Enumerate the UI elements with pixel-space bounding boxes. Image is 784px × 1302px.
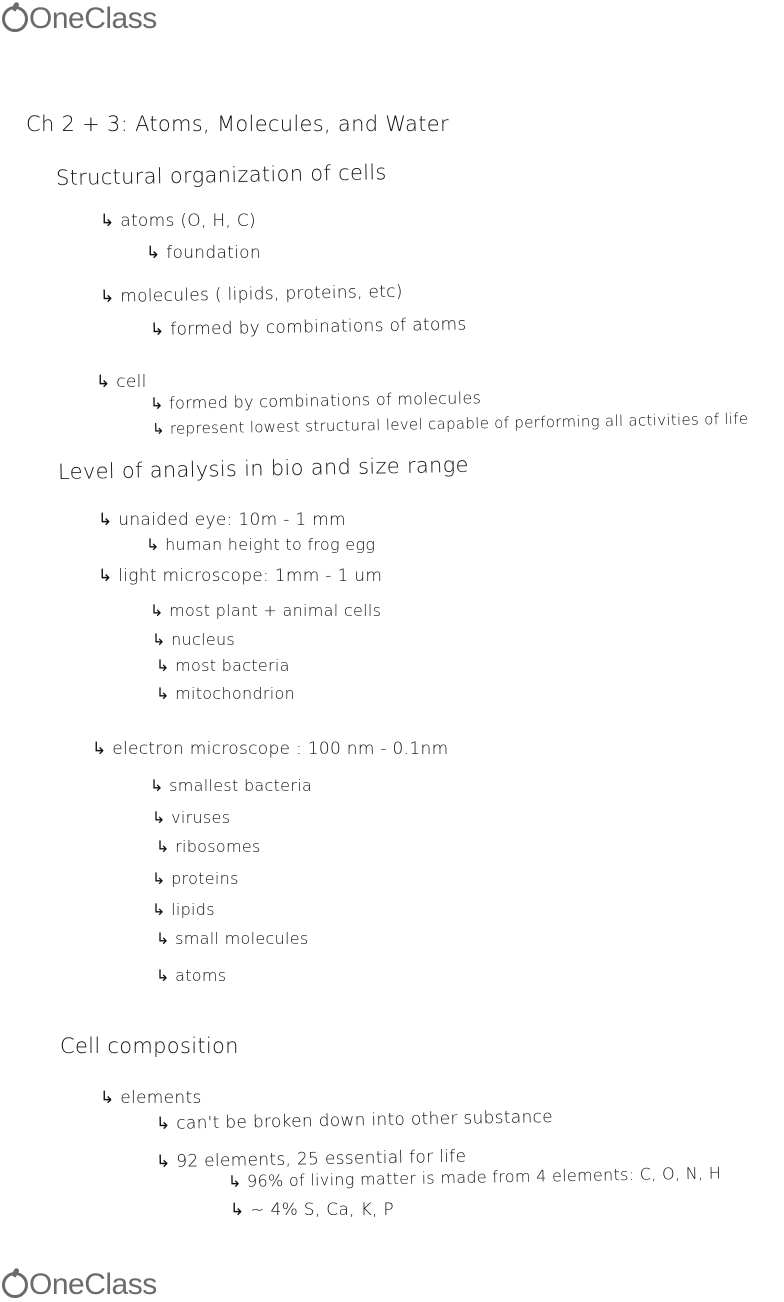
note-line: ↳ 96% of living matter is made from 4 elements: C, O, N, H [227, 1163, 722, 1191]
note-line: ↳ ~ 4% S, Ca, K, P [230, 1200, 394, 1220]
note-line: ↳ most plant + animal cells [150, 601, 382, 620]
oneclass-logo-top [2, 2, 157, 36]
logo-text: OneClass [29, 1268, 157, 1301]
note-line: ↳ ribosomes [156, 837, 261, 856]
oneclass-logo-icon [2, 1272, 28, 1298]
note-line: ↳ proteins [152, 869, 239, 888]
note-line: ↳ represent lowest structural level capable of performing all activities of life [151, 409, 749, 438]
note-line: ↳ formed by combinations of atoms [149, 314, 467, 340]
note-line: ↳ most bacteria [156, 656, 290, 675]
logo-text: OneClass [29, 2, 157, 35]
oneclass-logo-bottom [2, 1268, 157, 1302]
section-heading-levels: Level of analysis in bio and size range [57, 452, 469, 484]
note-line: ↳ formed by combinations of molecules [149, 388, 482, 413]
note-line: ↳ foundation [146, 243, 261, 263]
page-title: Ch 2 + 3: Atoms, Molecules, and Water [26, 112, 449, 136]
note-line: ↳ molecules ( lipids, proteins, etc) [99, 281, 403, 307]
note-line: ↳ light microscope: 1mm - 1 um [98, 566, 383, 586]
note-line: ↳ human height to frog egg [146, 535, 376, 554]
note-line: ↳ viruses [152, 808, 231, 827]
note-line: ↳ cell [96, 372, 147, 392]
note-line: ↳ atoms [156, 966, 227, 985]
oneclass-logo-icon [2, 6, 28, 32]
section-heading-cell-composition: Cell composition [60, 1034, 239, 1058]
note-line: ↳ elements [100, 1088, 202, 1108]
note-line: ↳ atoms (O, H, C) [100, 211, 256, 231]
note-line: ↳ can't be broken down into other substance [155, 1107, 554, 1134]
note-line: ↳ 92 elements, 25 essential for life [155, 1146, 467, 1172]
note-line: ↳ small molecules [156, 929, 309, 948]
note-line: ↳ electron microscope : 100 nm - 0.1nm [92, 739, 449, 759]
note-line: ↳ unaided eye: 10m - 1 mm [98, 510, 346, 530]
section-heading-structural: Structural organization of cells [55, 160, 387, 190]
note-line: ↳ nucleus [152, 630, 236, 649]
note-line: ↳ lipids [152, 900, 215, 919]
note-line: ↳ smallest bacteria [150, 776, 313, 795]
note-line: ↳ mitochondrion [156, 684, 296, 703]
